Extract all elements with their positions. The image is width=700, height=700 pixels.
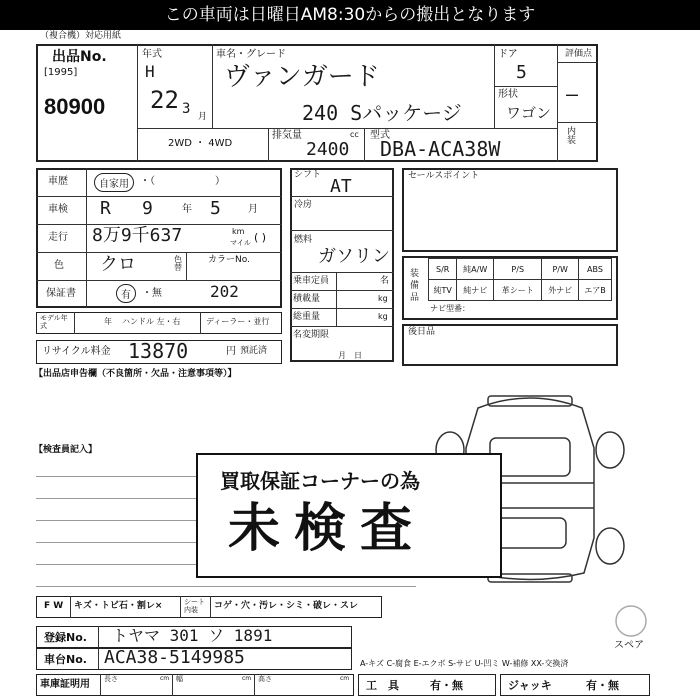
handle-side: ハンドル 左・右 — [122, 317, 181, 326]
stamp-line1: 買取保証コーナーの為 — [220, 469, 420, 493]
notice-banner: この車両は日曜日AM8:30からの搬出となります — [0, 0, 700, 30]
inspection-year: 9 — [142, 198, 153, 219]
garage-label: 車庫証明用 — [40, 679, 90, 690]
chassis-label: 車台No. — [44, 653, 87, 666]
warranty-no: ・無 — [142, 288, 162, 299]
recycle-note: 預託済 — [240, 346, 268, 356]
registration-label: 登録No. — [44, 631, 87, 644]
warranty-yes: 有 — [116, 284, 136, 303]
equip-tv: 純TV — [429, 280, 457, 301]
no-inspection-stamp — [196, 453, 502, 578]
fuel-label: 燃料 — [294, 235, 313, 245]
recycle-unit: 円 — [226, 346, 236, 357]
equip-abs: ABS — [579, 259, 612, 280]
year-label: 年式 — [142, 49, 162, 60]
sales-point-label: セールスポイント — [408, 171, 480, 181]
capacity-unit: 名 — [380, 276, 390, 286]
reg-change-label: 名変期限 — [293, 330, 330, 340]
equip-navi: 純ナビ — [457, 280, 494, 301]
car-label: 車名・グレード — [216, 49, 286, 60]
inspection-label: 車検 — [48, 204, 68, 215]
year-era: H — [145, 62, 155, 81]
aftermarket-label: 後日品 — [408, 327, 436, 337]
fuel-value: ガソリン — [318, 246, 390, 267]
equipment-table — [428, 258, 612, 301]
equip-pw: P/W — [542, 259, 579, 280]
car-name: ヴァンガード — [224, 62, 380, 92]
color-label: 色 — [54, 260, 64, 271]
model-year-label: モデル年式 — [40, 314, 68, 330]
equip-airbag: エアB — [579, 280, 612, 301]
mileage-km: km — [232, 227, 245, 236]
displacement-value: 2400 — [306, 139, 350, 160]
mileage-mile: マイル — [230, 239, 251, 247]
car-grade: 240 Sパッケージ — [302, 101, 462, 125]
recycle-value: 13870 — [128, 339, 189, 363]
lot-code: [1995] — [44, 67, 78, 78]
history-suffix: ・（ ） — [140, 176, 225, 187]
model-value: DBA-ACA38W — [380, 137, 501, 161]
garage-long: 長さ — [104, 675, 118, 683]
history-value: 自家用 — [94, 173, 134, 192]
recycle-label: リサイクル料金 — [42, 346, 111, 357]
year-month-unit: 月 — [198, 112, 208, 122]
displacement-label: 排気量 — [272, 130, 302, 141]
history-label: 車歴 — [48, 176, 68, 187]
garage-width: 幅 — [176, 675, 183, 683]
model-year-unit: 年 — [104, 317, 112, 326]
shape-label: 形状 — [498, 89, 518, 100]
color-no-value: 202 — [210, 282, 239, 301]
gross-unit: kg — [378, 312, 388, 321]
displacement-unit: cc — [350, 130, 359, 139]
door-label: ドア — [498, 49, 518, 60]
mileage-label: 走行 — [48, 232, 68, 243]
fw-label: F W — [44, 601, 64, 611]
equip-ext-navi: 外ナビ — [542, 280, 579, 301]
seller-note: 【出品店申告欄（不良箇所・欠品・注意事項等）】 — [34, 369, 237, 379]
garage-height-cm: cm — [340, 675, 350, 682]
spare-tire-icon — [614, 604, 648, 638]
dealer-type: ディーラー・並行 — [206, 317, 270, 326]
reg-change-unit: 月 日 — [338, 351, 362, 360]
model-label: 型式 — [370, 130, 390, 141]
damage-legend: A-キズ C-腐食 E-エクボ S-サビ U-凹ミ W-補修 XX-交換済 — [360, 659, 569, 668]
aircon-label: 冷房 — [294, 200, 313, 210]
load-unit: kg — [378, 294, 388, 303]
equip-sr: S/R — [429, 259, 457, 280]
mileage-value: 8万9千637 — [92, 225, 183, 246]
drive-label: 2WD ・ 4WD — [168, 138, 233, 149]
lot-number: 80900 — [44, 94, 106, 119]
garage-width-cm: cm — [242, 675, 252, 682]
chassis-value: ACA38-5149985 — [104, 647, 245, 668]
rating-label: 評価点 — [565, 49, 593, 59]
stamp-line2: 未検査 — [228, 499, 427, 559]
tools-label: 工 具 — [366, 679, 399, 692]
gross-label: 総重量 — [293, 312, 321, 322]
equip-ps: P/S — [494, 259, 542, 280]
mileage-paren: ( ) — [254, 231, 267, 244]
interior-label: 内装 — [567, 127, 577, 146]
lot-label: 出品No. — [52, 49, 107, 65]
warranty-label: 保証書 — [46, 288, 76, 299]
jack-label: ジャッキ — [508, 679, 552, 692]
equipment-label: 装備品 — [410, 269, 420, 303]
jack-value: 有・無 — [586, 679, 619, 692]
inspection-era: R — [100, 198, 111, 219]
inspection-month-unit: 月 — [248, 204, 258, 215]
garage-long-cm: cm — [160, 675, 170, 682]
spare-label: スペア — [614, 640, 644, 651]
year-month: 3 — [182, 101, 191, 117]
color-no-label: カラーNo. — [208, 255, 250, 265]
rating-value: — — [566, 82, 579, 106]
color-value: クロ — [100, 254, 136, 275]
capacity-label: 乗車定員 — [293, 276, 330, 286]
registration-value: トヤマ 301 ソ 1891 — [112, 626, 273, 645]
inspection-month: 5 — [210, 198, 221, 219]
tools-value: 有・無 — [430, 679, 463, 692]
shift-value: AT — [330, 176, 352, 197]
inspection-year-unit: 年 — [182, 204, 192, 215]
shift-label: シフト — [294, 170, 322, 180]
year-value: 22 — [150, 86, 179, 114]
shape-value: ワゴン — [506, 104, 552, 122]
load-label: 積載量 — [293, 294, 321, 304]
equip-leather: 革シート — [494, 280, 542, 301]
fw-items: キズ・トビ石・割レ× — [74, 601, 163, 611]
seat-label: シート内装 — [184, 598, 205, 614]
color-change-label: 色替 — [174, 255, 182, 272]
equip-aw: 純A/W — [457, 259, 494, 280]
garage-height: 高さ — [258, 675, 272, 683]
inspector-note: 【検査員記入】 — [34, 445, 98, 455]
form-title: （複合機）対応用紙 — [40, 31, 122, 41]
navi-model-label: ナビ型番： — [430, 304, 470, 313]
door-value: 5 — [516, 62, 527, 83]
seat-items: コゲ・穴・汚レ・シミ・破レ・スレ — [214, 601, 359, 611]
